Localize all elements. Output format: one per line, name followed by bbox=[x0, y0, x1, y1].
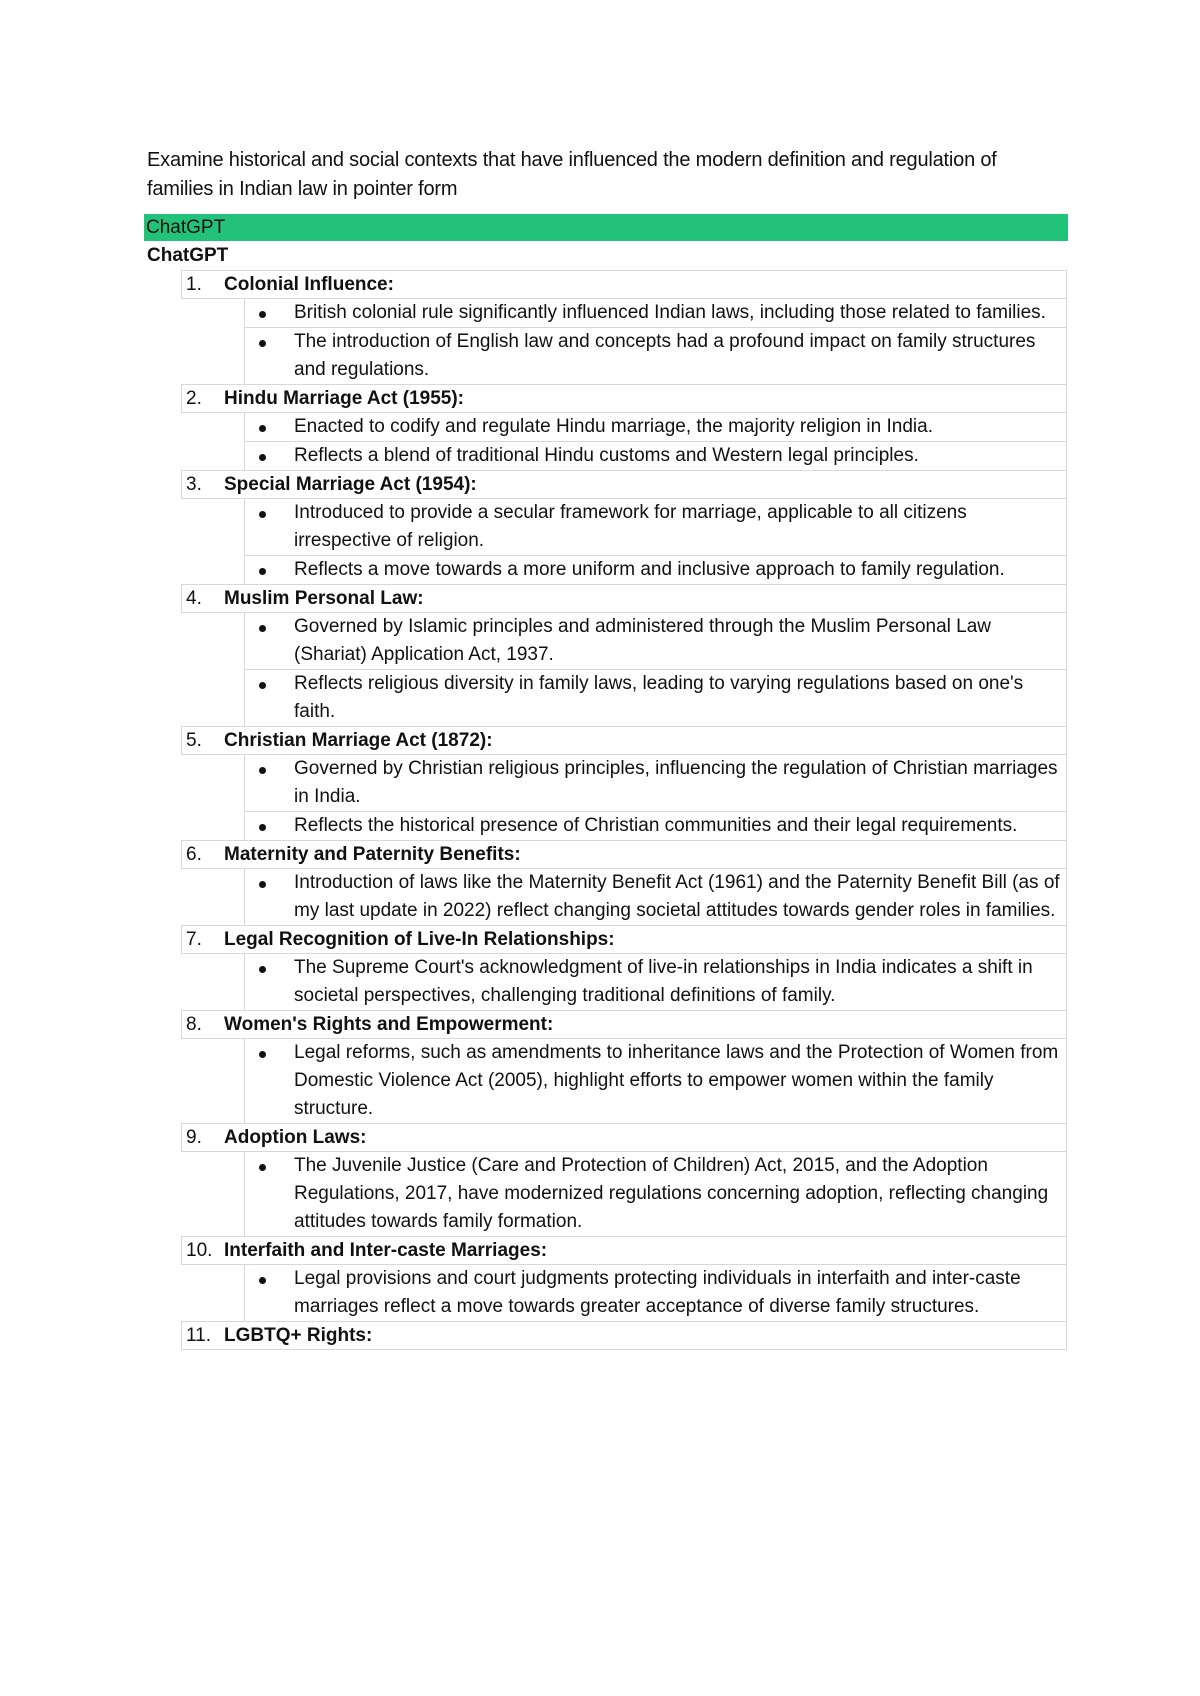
item-heading bbox=[181, 1321, 1067, 1350]
item-heading bbox=[181, 384, 1067, 413]
item-heading bbox=[181, 726, 1067, 755]
bullet-icon bbox=[259, 881, 266, 888]
list-item bbox=[181, 470, 1067, 584]
item-heading bbox=[181, 470, 1067, 499]
bullet-point bbox=[245, 413, 1066, 442]
bullet-list bbox=[244, 954, 1067, 1010]
bullet-icon bbox=[259, 625, 266, 632]
list-item bbox=[181, 1321, 1067, 1350]
bullet-icon bbox=[259, 1277, 266, 1284]
bullet-text: The introduction of English law and concepts had a profound impact on family structures and regulations. bbox=[294, 331, 1036, 380]
item-number: 2. bbox=[186, 388, 202, 409]
bullet-point bbox=[245, 613, 1066, 670]
bullet-icon bbox=[259, 966, 266, 973]
prompt-text: Examine historical and social contexts that have influenced the modern definition and regulation of families in Indian law in pointer form bbox=[147, 149, 997, 200]
item-number: 5. bbox=[186, 730, 202, 751]
bullet-text: Introduced to provide a secular framework for marriage, applicable to all citizens irrespective of religion. bbox=[294, 502, 967, 551]
bullet-icon bbox=[259, 425, 266, 432]
item-number: 7. bbox=[186, 929, 202, 950]
list-item bbox=[181, 1236, 1067, 1321]
bullet-point bbox=[245, 1039, 1066, 1123]
bullet-text: Introduction of laws like the Maternity Benefit Act (1961) and the Paternity Benefit Bill (as of my last update in 2022) reflect changing societal attitudes towards gender roles in families. bbox=[294, 872, 1060, 921]
bullet-icon bbox=[259, 454, 266, 461]
item-title: Maternity and Paternity Benefits: bbox=[224, 844, 521, 865]
bullet-icon bbox=[259, 568, 266, 575]
item-number: 6. bbox=[186, 844, 202, 865]
item-title: Hindu Marriage Act (1955): bbox=[224, 388, 465, 409]
bullet-point bbox=[245, 328, 1066, 384]
chatgpt-header-bar: ChatGPT bbox=[144, 214, 1068, 241]
bullet-point bbox=[245, 1152, 1066, 1236]
bullet-text: Reflects the historical presence of Christian communities and their legal requirements. bbox=[294, 815, 1018, 836]
item-title: Adoption Laws: bbox=[224, 1127, 367, 1148]
list-item bbox=[181, 925, 1067, 1010]
bullet-list bbox=[244, 869, 1067, 925]
item-heading bbox=[181, 925, 1067, 954]
bullet-list bbox=[244, 613, 1067, 726]
bullet-text: Governed by Islamic principles and administered through the Muslim Personal Law (Shariat) Application Act, 1937. bbox=[294, 616, 992, 665]
bullet-text: British colonial rule significantly influenced Indian laws, including those related to families. bbox=[294, 302, 1046, 323]
bullet-list bbox=[244, 1039, 1067, 1123]
pointer-list bbox=[147, 270, 1067, 1350]
item-number: 8. bbox=[186, 1014, 202, 1035]
bullet-point bbox=[245, 556, 1066, 584]
bullet-list bbox=[244, 1265, 1067, 1321]
bullet-icon bbox=[259, 311, 266, 318]
item-number: 4. bbox=[186, 588, 202, 609]
bullet-text: Reflects religious diversity in family laws, leading to varying regulations based on one's faith. bbox=[294, 673, 1024, 722]
bullet-list bbox=[244, 413, 1067, 470]
item-heading bbox=[181, 1010, 1067, 1039]
bullet-text: Legal reforms, such as amendments to inheritance laws and the Protection of Women from Domestic Violence Act (2005), highlight efforts to empower women within the family structure. bbox=[294, 1042, 1059, 1119]
bullet-point bbox=[245, 442, 1066, 470]
item-number: 11. bbox=[186, 1325, 212, 1346]
bullet-list bbox=[244, 299, 1067, 384]
bullet-icon bbox=[259, 824, 266, 831]
item-title: Interfaith and Inter-caste Marriages: bbox=[224, 1240, 548, 1261]
bullet-text: Legal provisions and court judgments protecting individuals in interfaith and inter-caste marriages reflect a move towards greater acceptance of diverse family structures. bbox=[294, 1268, 1021, 1317]
bullet-list bbox=[244, 755, 1067, 840]
list-item bbox=[181, 1010, 1067, 1123]
bullet-text: The Juvenile Justice (Care and Protection of Children) Act, 2015, and the Adoption Regulations, 2017, have modernized regulations concerning adoption, reflecting changing attitudes towards family formation. bbox=[294, 1155, 1049, 1232]
list-item bbox=[181, 1123, 1067, 1236]
item-title: LGBTQ+ Rights: bbox=[224, 1325, 373, 1346]
bullet-icon bbox=[259, 340, 266, 347]
bullet-text: Governed by Christian religious principles, influencing the regulation of Christian marriages in India. bbox=[294, 758, 1058, 807]
document-page bbox=[147, 146, 1067, 1350]
bullet-list bbox=[244, 499, 1067, 584]
bullet-point bbox=[245, 954, 1066, 1010]
list-item bbox=[181, 726, 1067, 840]
bullet-icon bbox=[259, 511, 266, 518]
list-item bbox=[181, 270, 1067, 384]
bullet-text: Enacted to codify and regulate Hindu marriage, the majority religion in India. bbox=[294, 416, 933, 437]
item-number: 9. bbox=[186, 1127, 202, 1148]
bullet-icon bbox=[259, 767, 266, 774]
item-title: Women's Rights and Empowerment: bbox=[224, 1014, 554, 1035]
bullet-point bbox=[245, 499, 1066, 556]
bullet-icon bbox=[259, 1051, 266, 1058]
item-title: Special Marriage Act (1954): bbox=[224, 474, 477, 495]
list-item bbox=[181, 840, 1067, 925]
bullet-point bbox=[245, 670, 1066, 726]
bullet-text: The Supreme Court's acknowledgment of live-in relationships in India indicates a shift in societal perspectives, challenging traditional definitions of family. bbox=[294, 957, 1033, 1006]
bullet-point bbox=[245, 299, 1066, 328]
item-heading bbox=[181, 584, 1067, 613]
chatgpt-label: ChatGPT bbox=[147, 245, 229, 266]
bullet-point bbox=[245, 812, 1066, 840]
item-title: Legal Recognition of Live-In Relationships: bbox=[224, 929, 615, 950]
list-item bbox=[181, 584, 1067, 726]
bullet-point bbox=[245, 755, 1066, 812]
item-number: 10. bbox=[186, 1240, 213, 1261]
item-heading bbox=[181, 840, 1067, 869]
item-number: 1. bbox=[186, 274, 202, 295]
item-title: Muslim Personal Law: bbox=[224, 588, 424, 609]
bullet-list bbox=[244, 1152, 1067, 1236]
bullet-icon bbox=[259, 682, 266, 689]
bullet-point bbox=[245, 869, 1066, 925]
bullet-text: Reflects a move towards a more uniform and inclusive approach to family regulation. bbox=[294, 559, 1005, 580]
bullet-point bbox=[245, 1265, 1066, 1321]
item-heading bbox=[181, 1236, 1067, 1265]
item-title: Colonial Influence: bbox=[224, 274, 394, 295]
item-title: Christian Marriage Act (1872): bbox=[224, 730, 493, 751]
item-heading bbox=[181, 1123, 1067, 1152]
item-heading bbox=[181, 270, 1067, 299]
bullet-text: Reflects a blend of traditional Hindu customs and Western legal principles. bbox=[294, 445, 919, 466]
bullet-icon bbox=[259, 1164, 266, 1171]
list-item bbox=[181, 384, 1067, 470]
item-number: 3. bbox=[186, 474, 202, 495]
